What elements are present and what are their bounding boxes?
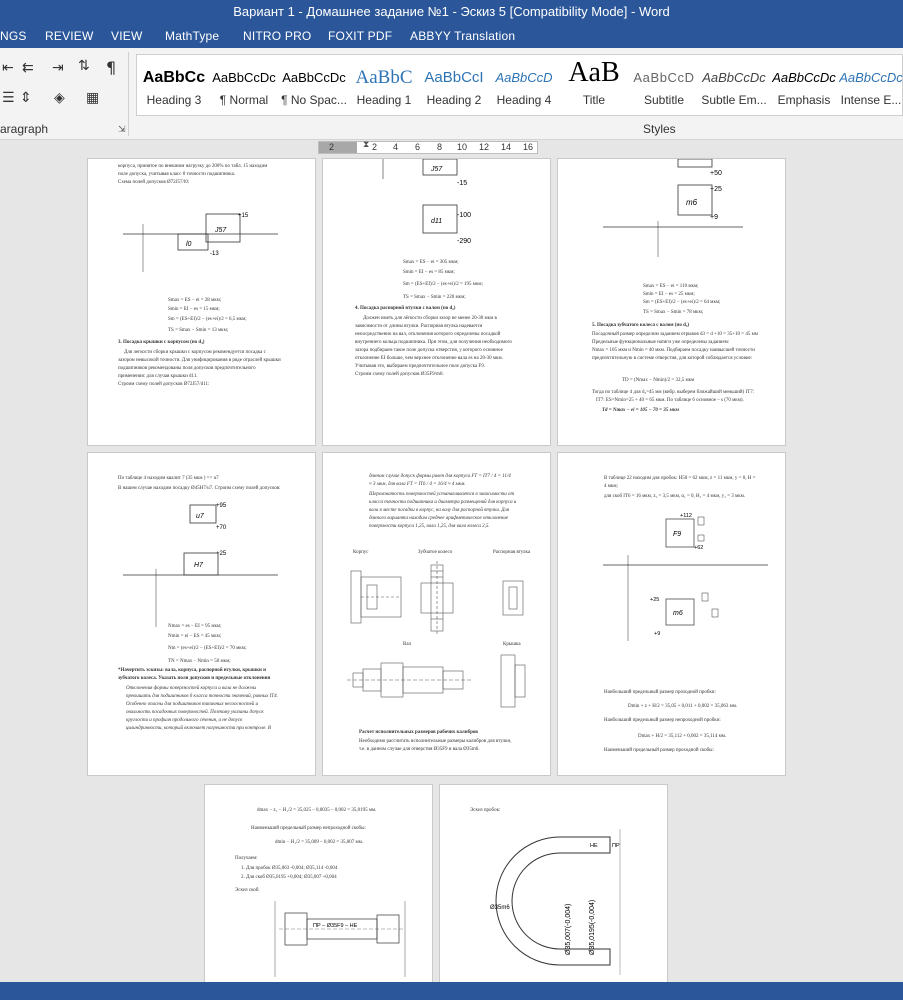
formula: Наибольший предельный размер проходной пробки: <box>604 690 716 695</box>
plug-gauge-sketch <box>245 897 425 984</box>
document-page-4[interactable] <box>87 452 316 776</box>
formula: Smax = ES − ei = 305 мкм; <box>403 260 459 265</box>
page-text: Необходимо рассчитать исполнительные размеры калибров для втулки, <box>359 739 512 744</box>
section-heading: зубчатого колеса. Указать поля допусков и предельные отклонения <box>118 676 271 681</box>
section-heading: Расчет исполнительных размеров рабочих калибров <box>359 730 478 735</box>
align-justify-icon[interactable]: ☰ <box>2 90 15 106</box>
sketch-caption: Корпус <box>353 550 369 555</box>
style-preview: AaBbCcDc <box>772 70 836 85</box>
page-text: поверхности корпуса 1,25, вала 1,25, для вала колеса 2,5. <box>369 524 490 529</box>
tab-nitro-pro[interactable]: NITRO PRO <box>243 29 312 43</box>
paragraph-dialog-launcher-icon[interactable]: ⇲ <box>118 124 126 134</box>
page-text: В нашем случае находим посадку Ø45H7/u7. Строим схему полей допусков: <box>118 486 281 491</box>
page-text: Получаем: <box>235 856 258 861</box>
page-text: для скоб IT6 = 16 мкм, z₁ = 3,5 мкм, α₁ = 0, Н₁ = 4 мкм, y₁ = 3 мкм. <box>604 494 746 499</box>
field-label: m6 <box>686 198 698 207</box>
gauge-marking: Ø35,007(-0,004) <box>565 903 572 955</box>
field-label: J57 <box>215 227 227 234</box>
deviation-label: +95 <box>216 503 227 509</box>
decrease-indent-list-icon[interactable]: ⇇ <box>22 60 34 76</box>
style-preview: AaBbC <box>355 67 413 88</box>
style-name: Emphasis <box>777 93 831 107</box>
gauge-marking: Ø35,0195(-0,004) <box>589 899 596 955</box>
tolerance-diagram <box>118 499 288 629</box>
section-heading: 5. Посадка зубчатого колеса с валом (по d₃) <box>592 323 690 328</box>
field-label: d11 <box>431 218 443 225</box>
style-preview: AaBbCcD <box>495 70 553 85</box>
increase-indent-icon[interactable]: ⇥ <box>52 60 64 76</box>
style-name: Intense E... <box>840 93 902 107</box>
style-emphasis[interactable] <box>769 55 839 115</box>
style-name: Heading 3 <box>146 93 202 107</box>
page-text: непосредственно на вал, отклонения которого определены посадкой <box>355 332 501 337</box>
deviation-label: -13 <box>210 251 219 257</box>
page-text: внутреннего кольца подшипника. При этом, для получения необходимого <box>355 340 512 345</box>
formula: Smin = EI − es = 15 мкм; <box>168 307 220 312</box>
tab-view[interactable]: VIEW <box>111 29 143 43</box>
tolerance-diagram <box>118 204 288 274</box>
page-text: 2. Для скоб Ø35,0195 +0,004; Ø35,007 +0,004 <box>241 875 337 880</box>
formula: TD = (Nmax − Nmin)/2 = 32,5 мкм <box>622 378 695 383</box>
page-text: 4 мкм; <box>604 484 618 489</box>
ruler-tick: 2 <box>372 142 378 152</box>
deviation-label: +25 <box>216 551 227 557</box>
page-text: Отклонения формы поверхностей корпуса и вала не должны <box>126 686 257 691</box>
style-heading-3[interactable] <box>139 55 209 115</box>
ruler-margin <box>319 142 357 153</box>
style-name: Heading 2 <box>426 93 482 107</box>
deviation-label: -290 <box>457 238 472 245</box>
formula: Dmin + z + H/2 = 35,05 + 0,011 + 0,002 = 35,063 мм. <box>628 704 738 709</box>
page-text: IT7: ES=Nmin=25 + 40 = 65 мкм. По таблице 6 основное – s (70 мкм). <box>596 398 744 403</box>
ribbon-group-divider <box>128 52 129 136</box>
page-text: Особенно опасны для подшипников типичных несоосностей и <box>126 702 259 707</box>
style-subtle-emphasis[interactable] <box>699 55 769 115</box>
line-spacing-icon[interactable]: ⇕ <box>20 90 32 106</box>
formula: Dmax + H/2 = 35,112 + 0,002 = 35,114 мм. <box>638 734 727 739</box>
field-label: m6 <box>673 610 683 617</box>
page-text: отклонение EI больше, чем верхнее отклонение вала es на 20-30 мкм. <box>355 356 503 361</box>
deviation-label: +112 <box>680 513 692 519</box>
tab-mailings[interactable]: NGS <box>0 29 27 43</box>
formula: Td = Nmax − ei = 105 − 70 = 35 мкм <box>602 408 679 413</box>
ribbon <box>0 48 903 140</box>
page-text: зазором невысокой точности. Для унифицирования в ряде отраслей крышки <box>118 358 281 363</box>
indent-marker-icon[interactable]: ⧗ <box>363 139 370 149</box>
page-text: Шероховатость поверхностей устанавливается в зависимости от <box>369 492 515 497</box>
page-text: Строим схему полей допусков Ø72J57/d11: <box>118 382 210 387</box>
shaft-sketch <box>347 663 471 697</box>
page-text: класса точности подшипника и диаметра размещений для корпуса и <box>369 500 517 505</box>
shading-icon[interactable]: ◈ <box>54 90 65 106</box>
page-text: поле допуска, учитывая класс 0 точности подшипника. <box>118 172 236 177</box>
section-heading: 3. Посадка крышки с корпусом (по d₄) <box>118 340 205 345</box>
tolerance-diagram <box>598 159 748 259</box>
deviation-label: +50 <box>710 170 722 177</box>
style-heading-4[interactable] <box>489 55 559 115</box>
page-text: цилиндричности, который включает погрешности при контроле. В <box>126 726 271 731</box>
deviation-label: +15 <box>238 213 249 219</box>
style-preview: AaBbCcDc <box>702 70 766 85</box>
document-page-1[interactable] <box>87 158 316 446</box>
pilcrow-icon[interactable]: ¶ <box>106 58 117 77</box>
section-heading: *Начертить эскизы: вала, корпуса, распорной втулки, крышки и <box>118 668 267 673</box>
sort-icon[interactable]: ⇅ <box>78 58 90 74</box>
formula: Sm = (ES+EI)/2 − (es+ei)/2 = 195 мкм; <box>403 282 483 287</box>
sketch-caption: Распорная втулка <box>493 550 531 555</box>
formula: TN = Nmax − Nmin = 50 мкм; <box>168 659 231 664</box>
page-text: Эскиз скоб: <box>235 888 260 893</box>
style-title[interactable] <box>559 55 629 115</box>
ruler-tick: 16 <box>523 142 534 152</box>
style-preview: AaBbCcD <box>633 70 695 85</box>
formula: Smax = ES − ei = 28 мкм; <box>168 298 222 303</box>
formula: Наименьший предельный размер проходной скобы: <box>604 748 714 753</box>
sketch-caption: Зубчатое колесо <box>418 550 453 555</box>
decrease-indent-icon[interactable]: ⇤ <box>2 60 14 76</box>
style-name: Heading 1 <box>356 93 412 107</box>
page-text: вала в месте посадки в корпус, на валу для распорной втулки. Для <box>369 508 510 513</box>
gauge-marking: НЕ <box>590 843 598 849</box>
tab-abbyy-translation[interactable]: ABBYY Translation <box>410 29 516 43</box>
page-text: овальность посадочных поверхностей. Поэтому указаны допуск <box>126 710 264 715</box>
formula: Sm = (ES+EI)/2 − (es+ei)/2 = 6,5 мкм; <box>168 317 247 322</box>
style-name: ¶ No Spac... <box>281 93 347 107</box>
style-name: Title <box>582 93 606 107</box>
paragraph-group-label: aragraph <box>0 122 49 136</box>
formula: TS = Smax − Smin = 78 мкм; <box>643 310 704 315</box>
ribbon-tabs <box>0 24 903 48</box>
style-no-spacing[interactable] <box>279 55 349 115</box>
gauge-marking: Ø35m6 <box>490 905 510 911</box>
page-text: Наименьший предельный размер непроходной скобы: <box>251 826 366 831</box>
page-text: Для легкости сборки крышки с корпусом рекомендуется посадка с <box>124 350 266 355</box>
page-text: Nmax = 105 мкм и Nmin = 40 мкм. Подбираем посадку наивысшей точности <box>592 348 755 353</box>
style-preview: AaB <box>568 57 620 83</box>
page-text: предпочтительную в системе отверстия, для которой соблюдается условие: <box>592 356 753 361</box>
deviation-label: +70 <box>216 525 227 531</box>
page-text: применения: для случая крышки d11. <box>118 374 198 379</box>
tolerance-diagram <box>343 159 533 255</box>
gauge-marking: ПР – Ø35F9 – НЕ <box>313 923 358 929</box>
style-preview: AaBbCcDc <box>839 70 903 85</box>
horizontal-ruler[interactable] <box>318 141 538 154</box>
page-text: Предельные функциональные натяги уже определены заданием: <box>592 340 730 345</box>
tab-foxit-pdf[interactable]: FOXIT PDF <box>328 29 393 43</box>
style-name: ¶ Normal <box>219 93 269 107</box>
deviation-label: +9 <box>710 214 718 221</box>
formula: Nm = (es+ei)/2 − (ES+EI)/2 = 70 мкм; <box>168 646 247 651</box>
page-text: Эскиз пробок: <box>470 808 501 813</box>
document-page-5[interactable] <box>322 452 551 776</box>
document-page-7[interactable] <box>204 784 433 984</box>
deviation-label: +62 <box>694 545 704 551</box>
housing-sketch <box>351 571 401 623</box>
formula: dmin − H₁/2 = 35,009 – 0,002 = 35,007 мм. <box>275 840 364 845</box>
tab-review[interactable]: REVIEW <box>45 29 94 43</box>
ruler-tick: 4 <box>393 142 399 152</box>
section-heading: 4. Посадка распорной втулки с валом (по d₂) <box>355 306 456 311</box>
deviation-label: +25 <box>650 597 660 603</box>
lid-sketch <box>501 655 525 707</box>
page-text: По таблице 4 находим квалит 7 (35 мкм ) => u7 <box>118 476 219 481</box>
page-text: подшипников рекомендованы поля допусков предпочтительного <box>118 366 256 371</box>
page-text: корпуса, принятое по внешним нагрузку до 200% по табл. 15 находим <box>118 164 268 169</box>
page-text: Тогда по таблице 4 для d₃=45 мм (вибр. выберем ближайший меньший) IT7: <box>592 390 755 395</box>
deviation-label: -15 <box>457 180 468 187</box>
page-text: т.е. в данном случае для отверстия Ø35F9 и вала Ø35m6. <box>359 747 480 752</box>
field-label: F9 <box>673 531 682 538</box>
window-title: Вариант 1 - Домашнее задание №1 - Эскиз 5 [Compatibility Mode] - Word <box>0 0 903 24</box>
page-text: превышать для подшипников 0 класса точности значений, равных IT4. <box>126 694 278 699</box>
field-label: J57 <box>431 166 443 173</box>
ruler-tick: 2 <box>329 142 335 152</box>
formula: Smin = EI − es = 25 мкм; <box>643 292 695 297</box>
document-page-6[interactable] <box>557 452 786 776</box>
ruler-tick: 6 <box>415 142 421 152</box>
deviation-label: +25 <box>710 186 722 193</box>
field-label: l0 <box>186 241 192 248</box>
document-page-2[interactable] <box>322 158 551 446</box>
field-label: u7 <box>196 513 204 520</box>
formula: Nmin = ei − ES = 45 мкм; <box>168 634 222 639</box>
formula: Nmax = es − EI = 95 мкм; <box>168 624 222 629</box>
style-preview: AaBbCcDc <box>212 70 276 85</box>
style-heading-1[interactable] <box>349 55 419 115</box>
deviation-label: +9 <box>654 631 661 637</box>
page-text: Должен иметь для лёгкости сборки зазор не менее 20-30 мкм в <box>363 316 497 321</box>
gauge-marking: ПР <box>612 843 620 849</box>
page-text: Схема полей допусков Ø72J57/l0: <box>118 180 190 185</box>
page-text: Посадочный размер определим заданием отрывов d3 = d +10 = 35+10 = 45 мм <box>592 332 758 337</box>
page-text: данного варианта находим среднее арифметическое отклонение <box>369 516 509 521</box>
page-text: 1. Для пробок Ø35,063 -0,004; Ø35,114 -0,004 <box>241 866 338 871</box>
style-preview: AaBbCcI <box>424 69 484 86</box>
page-text: данном случае допуск формы равен для корпуса FT = IT7 / 4 = 11/4 <box>369 474 511 479</box>
style-heading-2[interactable] <box>419 55 489 115</box>
ruler-tick: 14 <box>501 142 512 152</box>
snap-gauge-sketch <box>470 825 650 984</box>
page-text: В таблице 22 находим для пробок: Н50 = 62 мкм, z = 11 мкм, y = 0, Н = <box>604 476 756 481</box>
field-label: H7 <box>194 562 203 569</box>
page-text: зазора подбираем такое поле допуска отверстия, у которого основное <box>355 348 503 353</box>
document-page-3[interactable] <box>557 158 786 446</box>
sketch-caption: Вал <box>403 642 412 647</box>
styles-group-label: Styles <box>643 122 676 136</box>
styles-gallery <box>136 54 903 116</box>
spacer-sketch <box>503 581 523 615</box>
formula: Smin = EI − es = 85 мкм; <box>403 270 455 275</box>
style-name: Subtitle <box>643 93 685 107</box>
gauge-tolerance-diagram <box>598 505 778 645</box>
style-normal[interactable] <box>209 55 279 115</box>
status-bar <box>0 982 903 1000</box>
parts-sketches <box>343 557 543 717</box>
style-name: Heading 4 <box>496 93 552 107</box>
formula: Наибольший предельный размер непроходной пробки: <box>604 718 721 723</box>
style-preview: AaBbCcDc <box>282 70 346 85</box>
style-subtitle[interactable] <box>629 55 699 115</box>
ruler-tick: 8 <box>437 142 443 152</box>
style-name: Subtle Em... <box>701 93 767 107</box>
formula: TS = Smax − Smin = 220 мкм; <box>403 295 466 300</box>
sketch-caption: Крышка <box>503 642 521 647</box>
borders-icon[interactable]: ▦ <box>86 90 100 106</box>
gear-sketch <box>421 561 453 635</box>
formula: Sm = (ES+EI)/2 − (es+ei)/2 = 64 мкм; <box>643 300 721 305</box>
ruler-tick: 12 <box>479 142 490 152</box>
style-intense-emphasis[interactable] <box>839 55 903 115</box>
document-page-8[interactable] <box>439 784 668 984</box>
page-text: Учитывая это, выбираем предпочтительное поле допуска F9. <box>355 364 485 369</box>
formula: TS = Smax − Smin = 13 мкм; <box>168 328 229 333</box>
page-text: зависимости от длины втулки. Распорная втулка надевается <box>355 324 483 329</box>
tab-mathtype[interactable]: MathType <box>165 29 220 43</box>
deviation-label: -100 <box>457 212 472 219</box>
page-text: Строим схему полей допусков Ø35F9/m6: <box>355 372 444 377</box>
formula: Smax = ES − ei = 110 мкм; <box>643 284 699 289</box>
ruler-tick: 10 <box>457 142 468 152</box>
page-text: ≈ 3 мкм, для вала FT = IT6 / 4 = 16/4 ≈ 4 мкм. <box>369 482 466 487</box>
page-text: круглости и профиля продольного сечения, а не допуск <box>126 718 243 723</box>
style-preview: AaBbCc <box>142 69 206 86</box>
formula: dmax − z₁ − H₁/2 = 35,025 – 0,0035 – 0,002 = 35,0195 мм. <box>257 808 377 813</box>
